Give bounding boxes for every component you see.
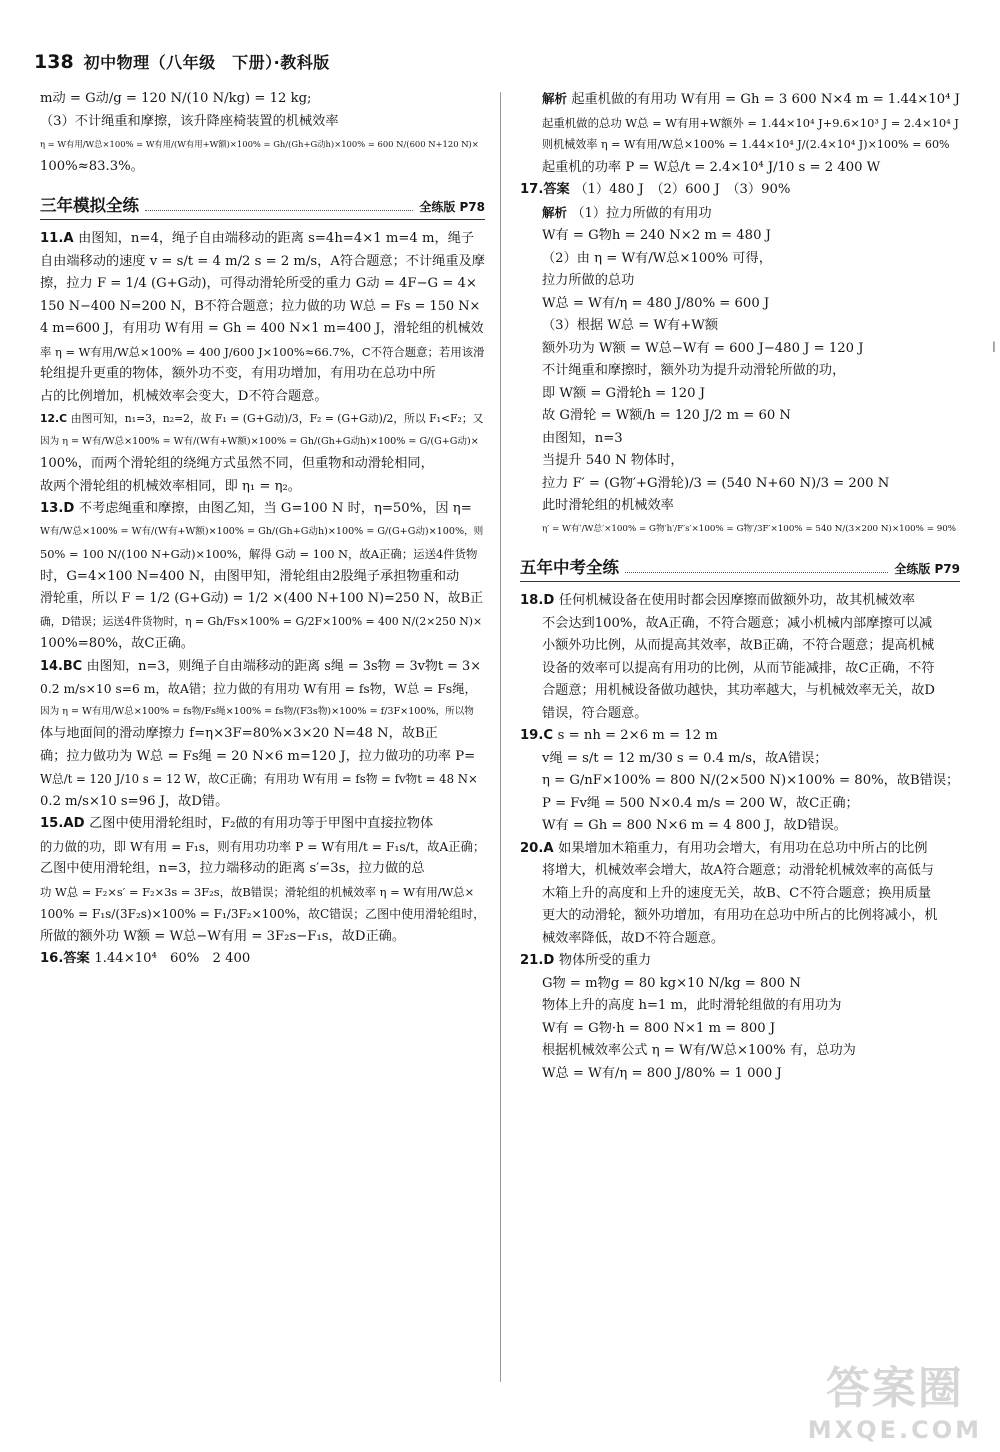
text-line: 100%，而两个滑轮组的绕绳方式虽然不同，但重物和动滑轮相同，	[40, 456, 434, 471]
line-text: 乙图中使用滑轮组时，F₂做的有用功等于甲图中直接拉物体	[89, 816, 434, 831]
question-number: 12.C	[40, 412, 71, 425]
analysis-tag: 解析	[542, 91, 572, 106]
text-line: 0.2 m/s×10 s=96 J，故D错。	[40, 793, 229, 809]
text-line: 拉力所做的总功	[542, 273, 635, 288]
text-line: 故 G滑轮 = W额/h = 120 J/2 m = 60 N	[542, 408, 791, 423]
section-title: 三年模拟全练	[40, 196, 139, 215]
text-line: W有 = G物·h = 800 N×1 m = 800 J	[542, 1020, 776, 1036]
analysis-tag: 解析	[542, 204, 572, 220]
text-line: 体与地面间的滑动摩擦力 f=η×3F=80%×3×20 N=48 N，故B正	[40, 726, 438, 741]
question-number: 15.AD	[40, 816, 90, 831]
watermark-site: MXQE.COM	[807, 1416, 982, 1444]
question-answer-line	[40, 228, 485, 251]
text-line: G物 = m物g = 80 kg×10 N/kg = 800 N	[542, 975, 801, 991]
text-line: W有/W总×100% = W有/(W有+W额)×100% = Gh/(Gh+G动h)×100% = G/(G+G动)×100%，则	[40, 525, 484, 537]
section-heading	[40, 192, 485, 220]
text-line: 50% = 100 N/(100 N+G动)×100%，解得 G动 = 100 N，故A正确；运送4件货物	[40, 547, 478, 561]
text-line: （3）根据 W总 = W有+W额	[542, 318, 719, 333]
text-line: v绳 = s/t = 12 m/30 s = 0.4 m/s，故A错误；	[542, 750, 828, 766]
question-answer-line	[520, 590, 960, 613]
question-answer-line	[40, 408, 485, 431]
text-line: 不会达到100%，故A正确，不符合题意；减小机械内部摩擦可以减	[542, 615, 933, 631]
book-title: 初中物理（八年级 下册）·教科版	[83, 53, 330, 72]
text-line: （2）由 η = W有/W总×100% 可得，	[542, 250, 772, 266]
text-line: 100%≈83.3%。	[40, 158, 144, 174]
question-answer-line	[520, 725, 960, 748]
text-line: 根据机械效率公式 η = W有/W总×100% 有，总功为	[542, 1043, 856, 1058]
text-line: 的力做的功，即 W有用 = F₁s，则有用功功率 P = W有用/t = F₁s/t，故A正确；	[40, 839, 485, 854]
column-divider	[500, 92, 501, 1382]
question-answer-line	[520, 838, 960, 861]
text-line: 功 W总 = F₂×s′ = F₂×3s = 3F₂s，故B错误；滑轮组的机械效率 η = W有用/W总×	[40, 884, 475, 899]
dotted-leader	[145, 210, 413, 211]
text-line: 错误，符合题意。	[542, 705, 648, 721]
text-line: 将增大，机械效率会增大，故A符合题意；动滑轮机械效率的高低与	[542, 863, 934, 878]
question-number: 18.D	[520, 593, 559, 608]
question-answer-line	[40, 498, 485, 521]
line-text: 由图知，n=3，则绳子自由端移动的距离 s绳 = 3s物 = 3v物t = 3×	[86, 658, 482, 674]
dotted-leader	[625, 572, 888, 573]
line-text: 不考虑绳重和摩擦，由图乙知，当 G=100 N 时，η=50%，因 η=	[78, 501, 472, 516]
text-line: η = W有用/W总×100% = W有用/(W有用+W额)×100% = Gh/(Gh+G动h)×100% = 600 N/(600 N+120 N)×	[40, 139, 479, 149]
question-number: 11.A	[40, 231, 79, 246]
line-text: s = nh = 2×6 m = 12 m	[557, 728, 718, 743]
question-number: 16.答案	[40, 951, 95, 966]
text-line: 0.2 m/s×10 s=6 m，故A错；拉力做的有用功 W有用 = fs物，W总 = Fs绳，	[40, 682, 477, 696]
text-line: 当提升 540 N 物体时，	[542, 453, 684, 468]
question-answer-line	[520, 950, 960, 973]
analysis-line	[520, 88, 960, 112]
text-line: 起重机的功率 P = W总/t = 2.4×10⁴ J/10 s = 2 400 W	[542, 159, 881, 175]
text-line: 故两个滑轮组的机械效率相同，即 η₁ = η₂。	[40, 478, 301, 494]
text-line: η = G/nF×100% = 800 N/(2×500 N)×100% = 80%，故B错误；	[542, 773, 960, 788]
section-page-ref: 全练版 P79	[894, 562, 960, 576]
text-line: 由图知，n=3	[542, 430, 623, 446]
question-number: 14.BC	[40, 658, 87, 674]
text-line: 物体上升的高度 h=1 m，此时滑轮组做的有用功为	[542, 998, 842, 1013]
text-line: 因为 η = W有/W总×100% = W有/(W有+W额)×100% = Gh/(Gh+G动h)×100% = G/(G+G动)×	[40, 435, 479, 447]
text-line: 额外功为 W额 = W总−W有 = 600 J−480 J = 120 J	[542, 340, 864, 356]
text-line: η′ = W有′/W总′×100% = G物′h′/F′s′×100% = G物′/3F′×100% = 540 N/(3×200 N)×100% = 90%	[542, 523, 957, 534]
section-heading	[520, 554, 960, 582]
text-line: W有 = Gh = 800 N×6 m = 4 800 J，故D错误。	[542, 818, 847, 833]
question-number: 21.D	[520, 953, 559, 968]
text-line: 因为 η = W有用/W总×100% = fs物/Fs绳×100% = fs物/(F3s物)×100% = f/3F×100%，所以物	[40, 705, 474, 717]
text-line: 起重机做的总功 W总 = W有用+W额外 = 1.44×10⁴ J+9.6×10³ J = 2.4×10⁴ J	[542, 115, 959, 130]
scan-mark: ǀ	[991, 340, 996, 356]
right-column	[520, 88, 960, 1085]
text-line: 轮组提升更重的物体，额外功不变，有用功增加，有用功在总功中所	[40, 366, 436, 381]
text-line: 100% = F₁s/(3F₂s)×100% = F₁/3F₂×100%，故C错误；乙图中使用滑轮组时，	[40, 907, 485, 921]
text-line: 占的比例增加，机械效率会变大，D不符合题意。	[40, 388, 328, 404]
text-line: 确；拉力做功为 W总 = Fs绳 = 20 N×6 m=120 J，拉力做功的功率 P=	[40, 748, 476, 764]
text-line: 所做的额外功 W额 = W总−W有用 = 3F₂s−F₁s，故D正确。	[40, 928, 406, 944]
text-line: 小额外功比例，从而提高其效率，故B正确，不符合题意；提高机械	[542, 638, 935, 653]
question-answer-line	[40, 813, 485, 836]
question-answer-line	[40, 656, 485, 679]
question-number: 19.C	[520, 728, 558, 743]
text-line: W总 = W有/η = 800 J/80% = 1 000 J	[542, 1065, 782, 1081]
text-line: 150 N−400 N=200 N，B不符合题意；拉力做的功 W总 = Fs = 150 N×	[40, 298, 481, 314]
text-line: W有 = G物h = 240 N×2 m = 480 J	[542, 228, 771, 243]
watermark-logo: 答案圈	[825, 1363, 964, 1414]
question-number: 13.D	[40, 501, 79, 516]
section-title: 五年中考全练	[520, 558, 619, 577]
text-line: m动 = G动/g = 120 N/(10 N/kg) = 12 kg;	[40, 91, 312, 106]
line-text: 任何机械设备在使用时都会因摩擦而做额外功，故其机械效率	[558, 593, 915, 608]
text-line: 时，G=4×100 N=400 N，由图甲知，滑轮组由2股绳子承担物重和动	[40, 568, 460, 584]
text-line: 即 W额 = G滑轮h = 120 J	[542, 385, 706, 401]
text-line: P = Fv绳 = 500 N×0.4 m/s = 200 W，故C正确；	[542, 795, 859, 811]
text-line: 率 η = W有用/W总×100% = 400 J/600 J×100%≈66.7%，C不符合题意；若用该滑	[40, 344, 485, 359]
text-line: 械效率降低，故D不符合题意。	[542, 930, 725, 946]
text-line: 滑轮重，所以 F = 1/2 (G+G动) = 1/2 ×(400 N+100 N)=250 N，故B正	[40, 591, 483, 606]
text-line: 100%=80%，故C正确。	[40, 636, 195, 651]
text-line: 擦，拉力 F = 1/4 (G+G动)，可得动滑轮所受的重力 G动 = 4F−G = 4×	[40, 276, 477, 291]
text-line: （3）不计绳重和摩擦，该升降座椅装置的机械效率	[40, 113, 339, 129]
text-line: W总/t = 120 J/10 s = 12 W，故C正确；有用功 W有用 = fs物 = fv物t = 48 N×	[40, 772, 478, 786]
section-page-ref: 全练版 P78	[419, 200, 485, 214]
watermark	[808, 1352, 982, 1444]
line-text: 起重机做的有用功 W有用 = Gh = 3 600 N×4 m = 1.44×10⁴ J	[571, 92, 960, 107]
line-text: 由图知，n=4，绳子自由端移动的距离 s=4h=4×1 m=4 m，绳子	[78, 231, 475, 246]
page-header	[34, 50, 330, 73]
line-text: 物体所受的重力	[558, 953, 652, 968]
question-answer-line	[520, 179, 960, 202]
text-line: 4 m=600 J，有用功 W有用 = Gh = 400 N×1 m=400 J，滑轮组的机械效	[40, 321, 484, 336]
line-text: 1.44×10⁴ 60% 2 400	[94, 951, 251, 966]
text-line: 自由端移动的速度 v = s/t = 4 m/2 s = 2 m/s，A符合题意；不计绳重及摩	[40, 253, 485, 269]
left-column	[40, 88, 485, 971]
question-number: 17.答案	[520, 182, 575, 197]
text-line: 不计绳重和摩擦时，额外功为提升动滑轮所做的功，	[542, 363, 846, 378]
question-answer-line	[40, 948, 485, 971]
text-line: 设备的效率可以提高有用功的比例，从而节能减排，故C正确，不符	[542, 660, 935, 676]
text-line: W总 = W有/η = 480 J/80% = 600 J	[542, 295, 770, 311]
line-text: （1）480 J （2）600 J （3）90%	[574, 182, 791, 197]
line-text: 如果增加木箱重力，有用功会增大，有用功在总功中所占的比例	[558, 840, 928, 856]
text-line: 木箱上升的高度和上升的速度无关，故B、C不符合题意；换用质量	[542, 885, 932, 901]
analysis-line	[520, 202, 960, 226]
page-number: 138	[34, 51, 74, 73]
line-text: （1）拉力所做的有用功	[571, 205, 712, 221]
text-line: 乙图中使用滑轮组，n=3，拉力端移动的距离 s′=3s，拉力做的总	[40, 861, 425, 876]
text-line: 则机械效率 η = W有用/W总×100% = 1.44×10⁴ J/(2.4×10⁴ J)×100% = 60%	[542, 138, 950, 151]
line-text: 由图可知，n₁=3，n₂=2，故 F₁ = (G+G动)/3，F₂ = (G+G动)/2，所以 F₁<F₂；又	[70, 412, 484, 425]
text-line: 此时滑轮组的机械效率	[542, 498, 674, 513]
text-line: 拉力 F′ = (G物′+G滑轮)/3 = (540 N+60 N)/3 = 200 N	[542, 475, 890, 491]
text-line: 合题意；用机械设备做功越快，其功率越大，与机械效率无关，故D	[542, 683, 936, 698]
text-line: 确，D错误；运送4件货物时，η = Gh/Fs×100% = G/2F×100% = 400 N/(2×250 N)×	[40, 614, 482, 628]
question-number: 20.A	[520, 840, 559, 856]
text-line: 更大的动滑轮，额外功增加，有用功在总功中所占的比例将减小，机	[542, 908, 938, 923]
